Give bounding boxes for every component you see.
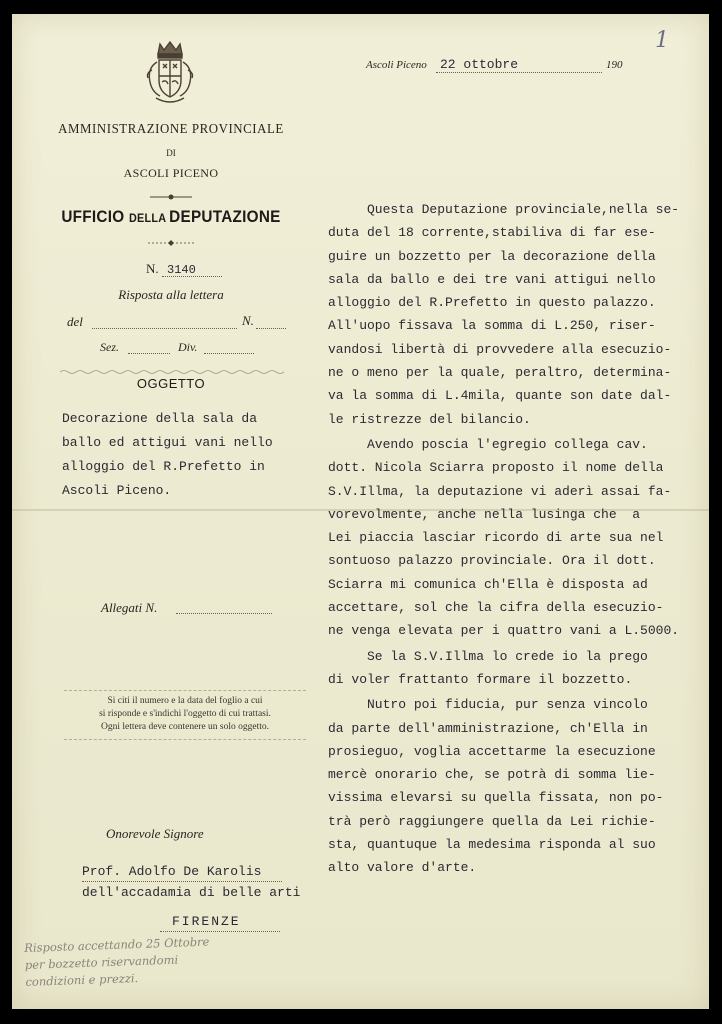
- sez-line: [128, 353, 170, 354]
- body-line: alloggio del R.Prefetto in questo palazzo.: [328, 295, 656, 311]
- attachments-label: Allegati N.: [101, 600, 158, 615]
- body-line: sala da ballo e dei tre vani attigui nello: [328, 271, 656, 287]
- div-line: [204, 353, 254, 354]
- handwritten-note-line: condizioni e prezzi.: [25, 971, 139, 989]
- body-line: vorevolmente, anche nella lusinga che a: [328, 506, 641, 522]
- body-line: va la somma di L.4mila, quante son date dal-: [328, 388, 672, 404]
- instructions-box: [64, 690, 306, 740]
- date-line: [436, 72, 602, 73]
- office-title: UFFICIO DELLA DEPUTAZIONE: [61, 207, 281, 226]
- body-line: ne o meno per la quale, peraltro, determina-: [328, 365, 672, 381]
- ornament-divider-1: [140, 188, 202, 196]
- body-line: guire un bozzetto per la decorazione della: [328, 248, 656, 264]
- protocol-number-value: 3140: [167, 263, 196, 277]
- instruction-line: Si citi il numero e la data del foglio a cui: [107, 696, 263, 706]
- body-line: sontuoso palazzo provinciale. Ora il dott.: [328, 553, 656, 569]
- letterhead-city: ASCOLI PICENO: [123, 166, 219, 180]
- reply-label: Risposta alla lettera: [118, 287, 224, 302]
- body-line: Se la S.V.Illma lo crede io la prego: [328, 648, 648, 664]
- body-line: di voler frattanto formare il bozzetto.: [328, 671, 633, 687]
- date-year: 190: [606, 59, 623, 71]
- del-label: del: [67, 314, 83, 329]
- recipient-name: Prof. Adolfo De Karolis: [82, 864, 262, 879]
- instruction-line: Ogni lettera deve contenere un solo oggetto.: [100, 722, 270, 732]
- recipient-city: FIRENZE: [172, 914, 241, 929]
- date-value: 22 ottobre: [440, 57, 519, 72]
- body-line: Avendo poscia l'egregio collega cav.: [328, 436, 648, 452]
- div-label: Div.: [178, 340, 198, 354]
- protocol-number-line: [162, 276, 222, 277]
- sez-label: Sez.: [100, 340, 119, 354]
- letterhead-di: DI: [166, 148, 176, 158]
- n-label: N.: [242, 313, 254, 328]
- body-line: ne venga elevata per i quattro vani a L.5000.: [328, 623, 680, 639]
- body-line: Nutro poi fiducia, pur senza vincolo: [328, 697, 648, 713]
- body-line: All'uopo fissava la somma di L.250, riser-: [328, 318, 656, 334]
- body-line: Sciarra mi comunica ch'Ella è disposta ad: [328, 576, 648, 592]
- body-line: dott. Nicola Sciarra proposto il nome della: [328, 460, 664, 476]
- handwritten-note: [24, 934, 211, 991]
- subject-line: Decorazione della sala da: [62, 411, 258, 426]
- body-line: duta del 18 corrente,stabiliva di far ese-: [328, 225, 656, 241]
- recipient-city-line: [160, 931, 280, 932]
- subject-line: Ascoli Piceno.: [62, 483, 172, 498]
- body-line: prosieguo, voglia accettarme la esecuzione: [328, 743, 656, 759]
- body-line: vissima elevarsi su quella fissata, non po-: [328, 790, 664, 806]
- del-line: [92, 328, 237, 329]
- salutation: Onorevole Signore: [106, 826, 204, 841]
- body-line: le ristrezze del bilancio.: [328, 411, 531, 427]
- coat-of-arms-crest-icon: [142, 40, 198, 106]
- handwritten-note-line: per bozzetto riservandomi: [24, 952, 179, 972]
- n-line: [256, 328, 286, 329]
- body-line: trà però raggiungere quella da Lei richie-: [328, 813, 656, 829]
- body-line: Lei piaccia lasciar ricordo di arte sua nel: [328, 530, 664, 546]
- page-number: 1: [655, 28, 669, 53]
- recipient-institution: dell'accadamia di belle arti: [82, 885, 301, 900]
- date-place: Ascoli Piceno: [366, 59, 427, 71]
- protocol-number-label: N.: [146, 261, 159, 276]
- recipient-name-line: [82, 881, 282, 882]
- subject-text: [62, 407, 273, 503]
- wavy-divider: [60, 362, 288, 368]
- body-line: sta, quantuque la medesima risponda al suo: [328, 837, 656, 853]
- body-line: accettare, sol che la cifra della esecuzio-: [328, 600, 664, 616]
- body-line: Questa Deputazione provinciale,nella se-: [328, 202, 680, 217]
- instruction-line: si risponde e s'indichi l'oggetto di cui trattasi.: [99, 709, 271, 719]
- body-line: da parte dell'amministrazione, ch'Ella in: [328, 720, 648, 736]
- attachments-line: [176, 613, 272, 614]
- body-line: vandosi libertà di provvedere alla esecuzio-: [328, 341, 672, 357]
- subject-line: alloggio del R.Prefetto in: [62, 459, 265, 474]
- ornament-divider-2: [140, 234, 202, 242]
- body-line: alto valore d'arte.: [328, 860, 477, 876]
- letter-body: [328, 198, 679, 880]
- body-line: S.V.Illma, la deputazione vi aderì assai fa-: [328, 483, 672, 499]
- subject-heading: OGGETTO: [136, 376, 206, 391]
- body-line: mercè onorario che, se potrà di somma lie-: [328, 767, 656, 783]
- handwritten-note-line: Risposto accettando 25 Ottobre: [24, 934, 210, 955]
- admin-name: AMMINISTRAZIONE PROVINCIALE: [58, 122, 284, 137]
- subject-line: ballo ed attigui vani nello: [62, 435, 273, 450]
